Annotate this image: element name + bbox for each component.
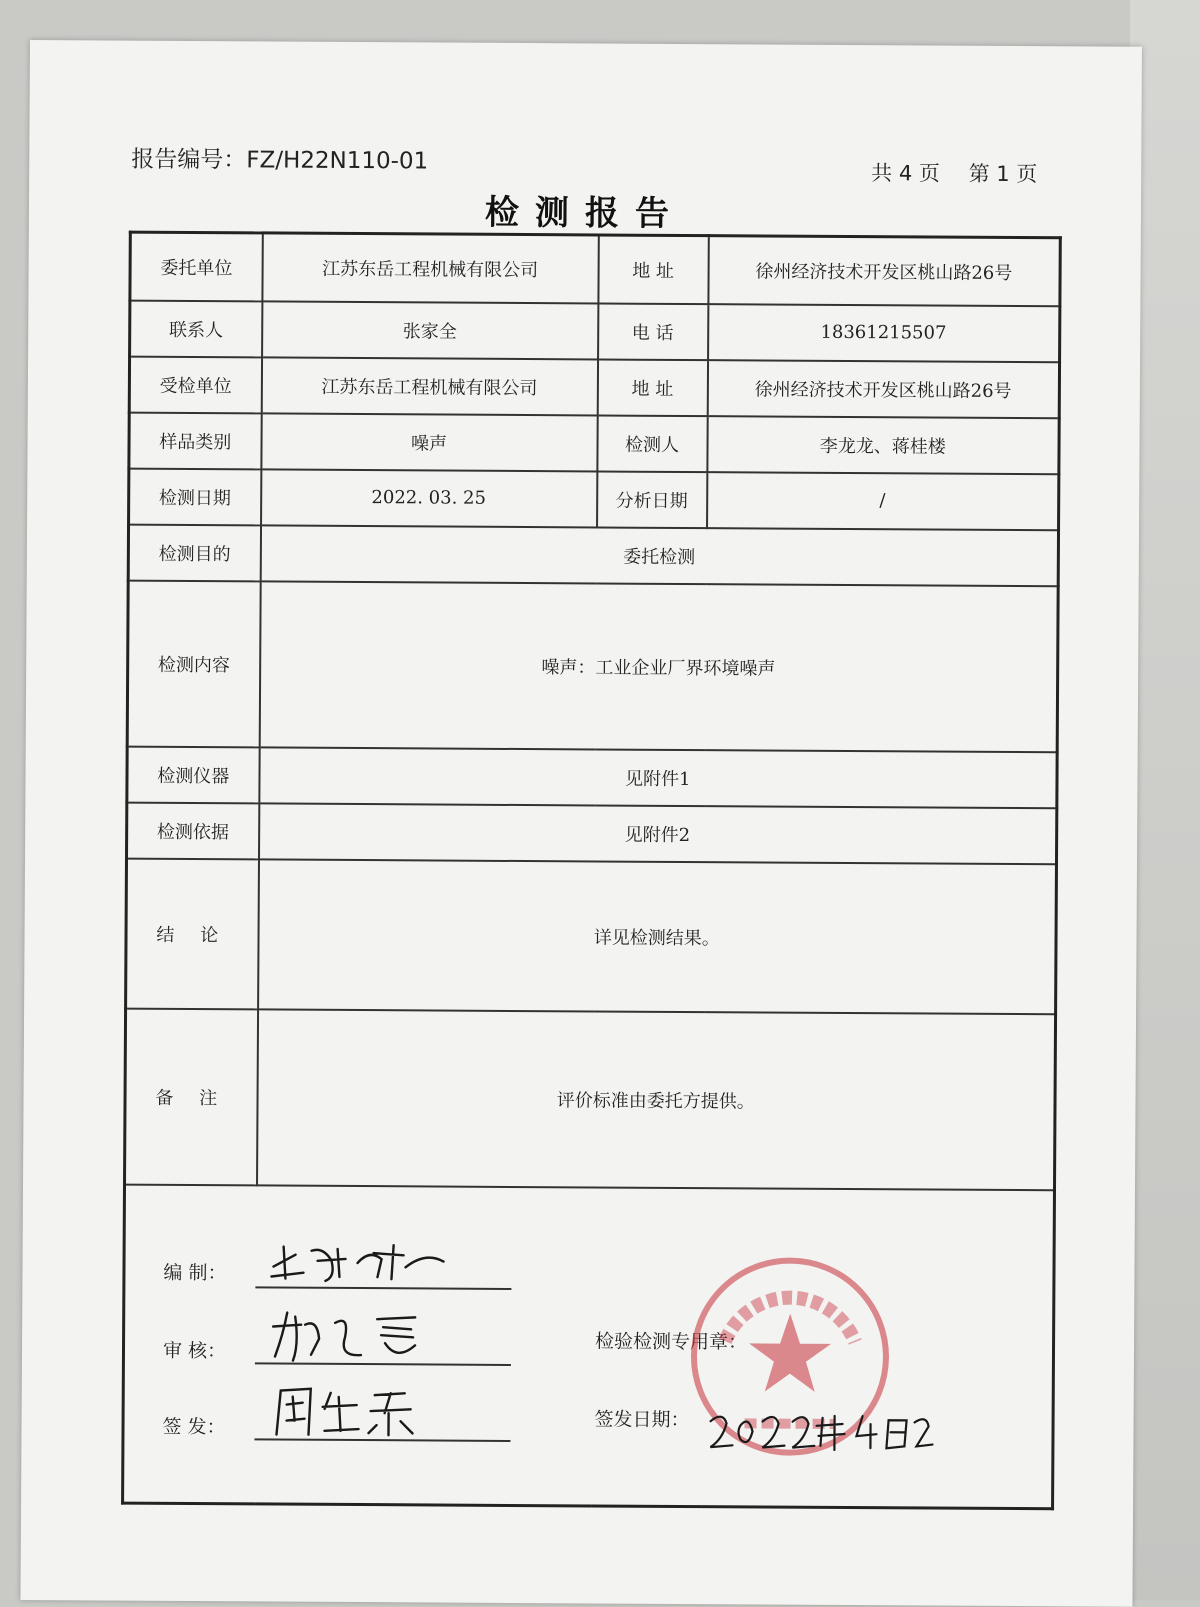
phone-label: 电 话 (598, 303, 708, 360)
issue-date-handwritten (704, 1405, 934, 1456)
table-row (129, 468, 1059, 530)
instrument-value: 见附件1 (259, 747, 1057, 808)
page-title: 检测报告 (484, 192, 686, 235)
issue-date-label: 签发日期： (594, 1407, 690, 1431)
table-row (127, 746, 1057, 808)
table-row (128, 524, 1058, 586)
client-value: 江苏东岳工程机械有限公司 (262, 233, 598, 303)
inspected-value: 江苏东岳工程机械有限公司 (261, 357, 597, 415)
compiled-label: 编 制： (163, 1261, 227, 1284)
instrument-label: 检测仪器 (127, 746, 259, 803)
purpose-label: 检测目的 (128, 524, 260, 581)
address-value: 徐州经济技术开发区桃山路26号 (707, 360, 1059, 418)
phone-value: 18361215507 (708, 304, 1060, 362)
issued-label: 签 发： (162, 1415, 226, 1438)
address-value: 徐州经济技术开发区桃山路26号 (708, 236, 1060, 306)
remark-label: 备 注 (125, 1008, 258, 1185)
report-page (20, 40, 1142, 1607)
table-row (126, 858, 1057, 1014)
table-row (127, 802, 1057, 864)
reviewed-label: 审 核： (162, 1339, 227, 1362)
analysis-date-label: 分析日期 (597, 471, 707, 528)
content-value: 噪声：工业企业厂界环境噪声 (259, 581, 1058, 752)
category-value: 噪声 (261, 413, 597, 471)
signature-row (123, 1184, 1055, 1508)
conclusion-value: 详见检测结果。 (258, 859, 1057, 1014)
total-pages: 共 4 页 (871, 161, 940, 186)
reviewed-signature (265, 1304, 455, 1365)
address-label: 地 址 (598, 235, 708, 304)
table-row (129, 412, 1059, 474)
contact-label: 联系人 (130, 300, 262, 357)
table-row (125, 1008, 1056, 1190)
tester-value: 李龙龙、蒋桂楼 (707, 416, 1059, 474)
table-row (130, 232, 1060, 306)
table-row (130, 300, 1060, 362)
analysis-date-value: / (707, 472, 1059, 530)
contact-value: 张家全 (262, 301, 598, 359)
test-date-label: 检测日期 (129, 468, 261, 525)
test-date-value: 2022. 03. 25 (261, 469, 597, 527)
compiled-signature (265, 1236, 455, 1287)
basis-value: 见附件2 (259, 803, 1057, 864)
purpose-value: 委托检测 (260, 525, 1058, 586)
report-table (121, 231, 1062, 1510)
basis-label: 检测依据 (127, 802, 259, 859)
seal-label: 检验检测专用章： (594, 1329, 748, 1353)
report-number: 报告编号：FZ/H22N110-01 (131, 146, 429, 175)
current-page: 第 1 页 (968, 161, 1038, 187)
inspected-label: 受检单位 (129, 356, 261, 413)
category-label: 样品类别 (129, 412, 261, 469)
tester-label: 检测人 (597, 415, 707, 472)
client-label: 委托单位 (130, 232, 262, 301)
signature-cell (123, 1184, 1055, 1508)
table-row (129, 356, 1059, 418)
table-row (127, 580, 1058, 752)
issued-signature (264, 1380, 454, 1441)
page-indicator (849, 157, 1037, 188)
content-label: 检测内容 (127, 580, 260, 747)
signature-area (124, 1185, 1053, 1507)
address-label: 地 址 (597, 359, 707, 416)
remark-value: 评价标准由委托方提供。 (257, 1009, 1056, 1190)
conclusion-label: 结 论 (126, 858, 259, 1009)
